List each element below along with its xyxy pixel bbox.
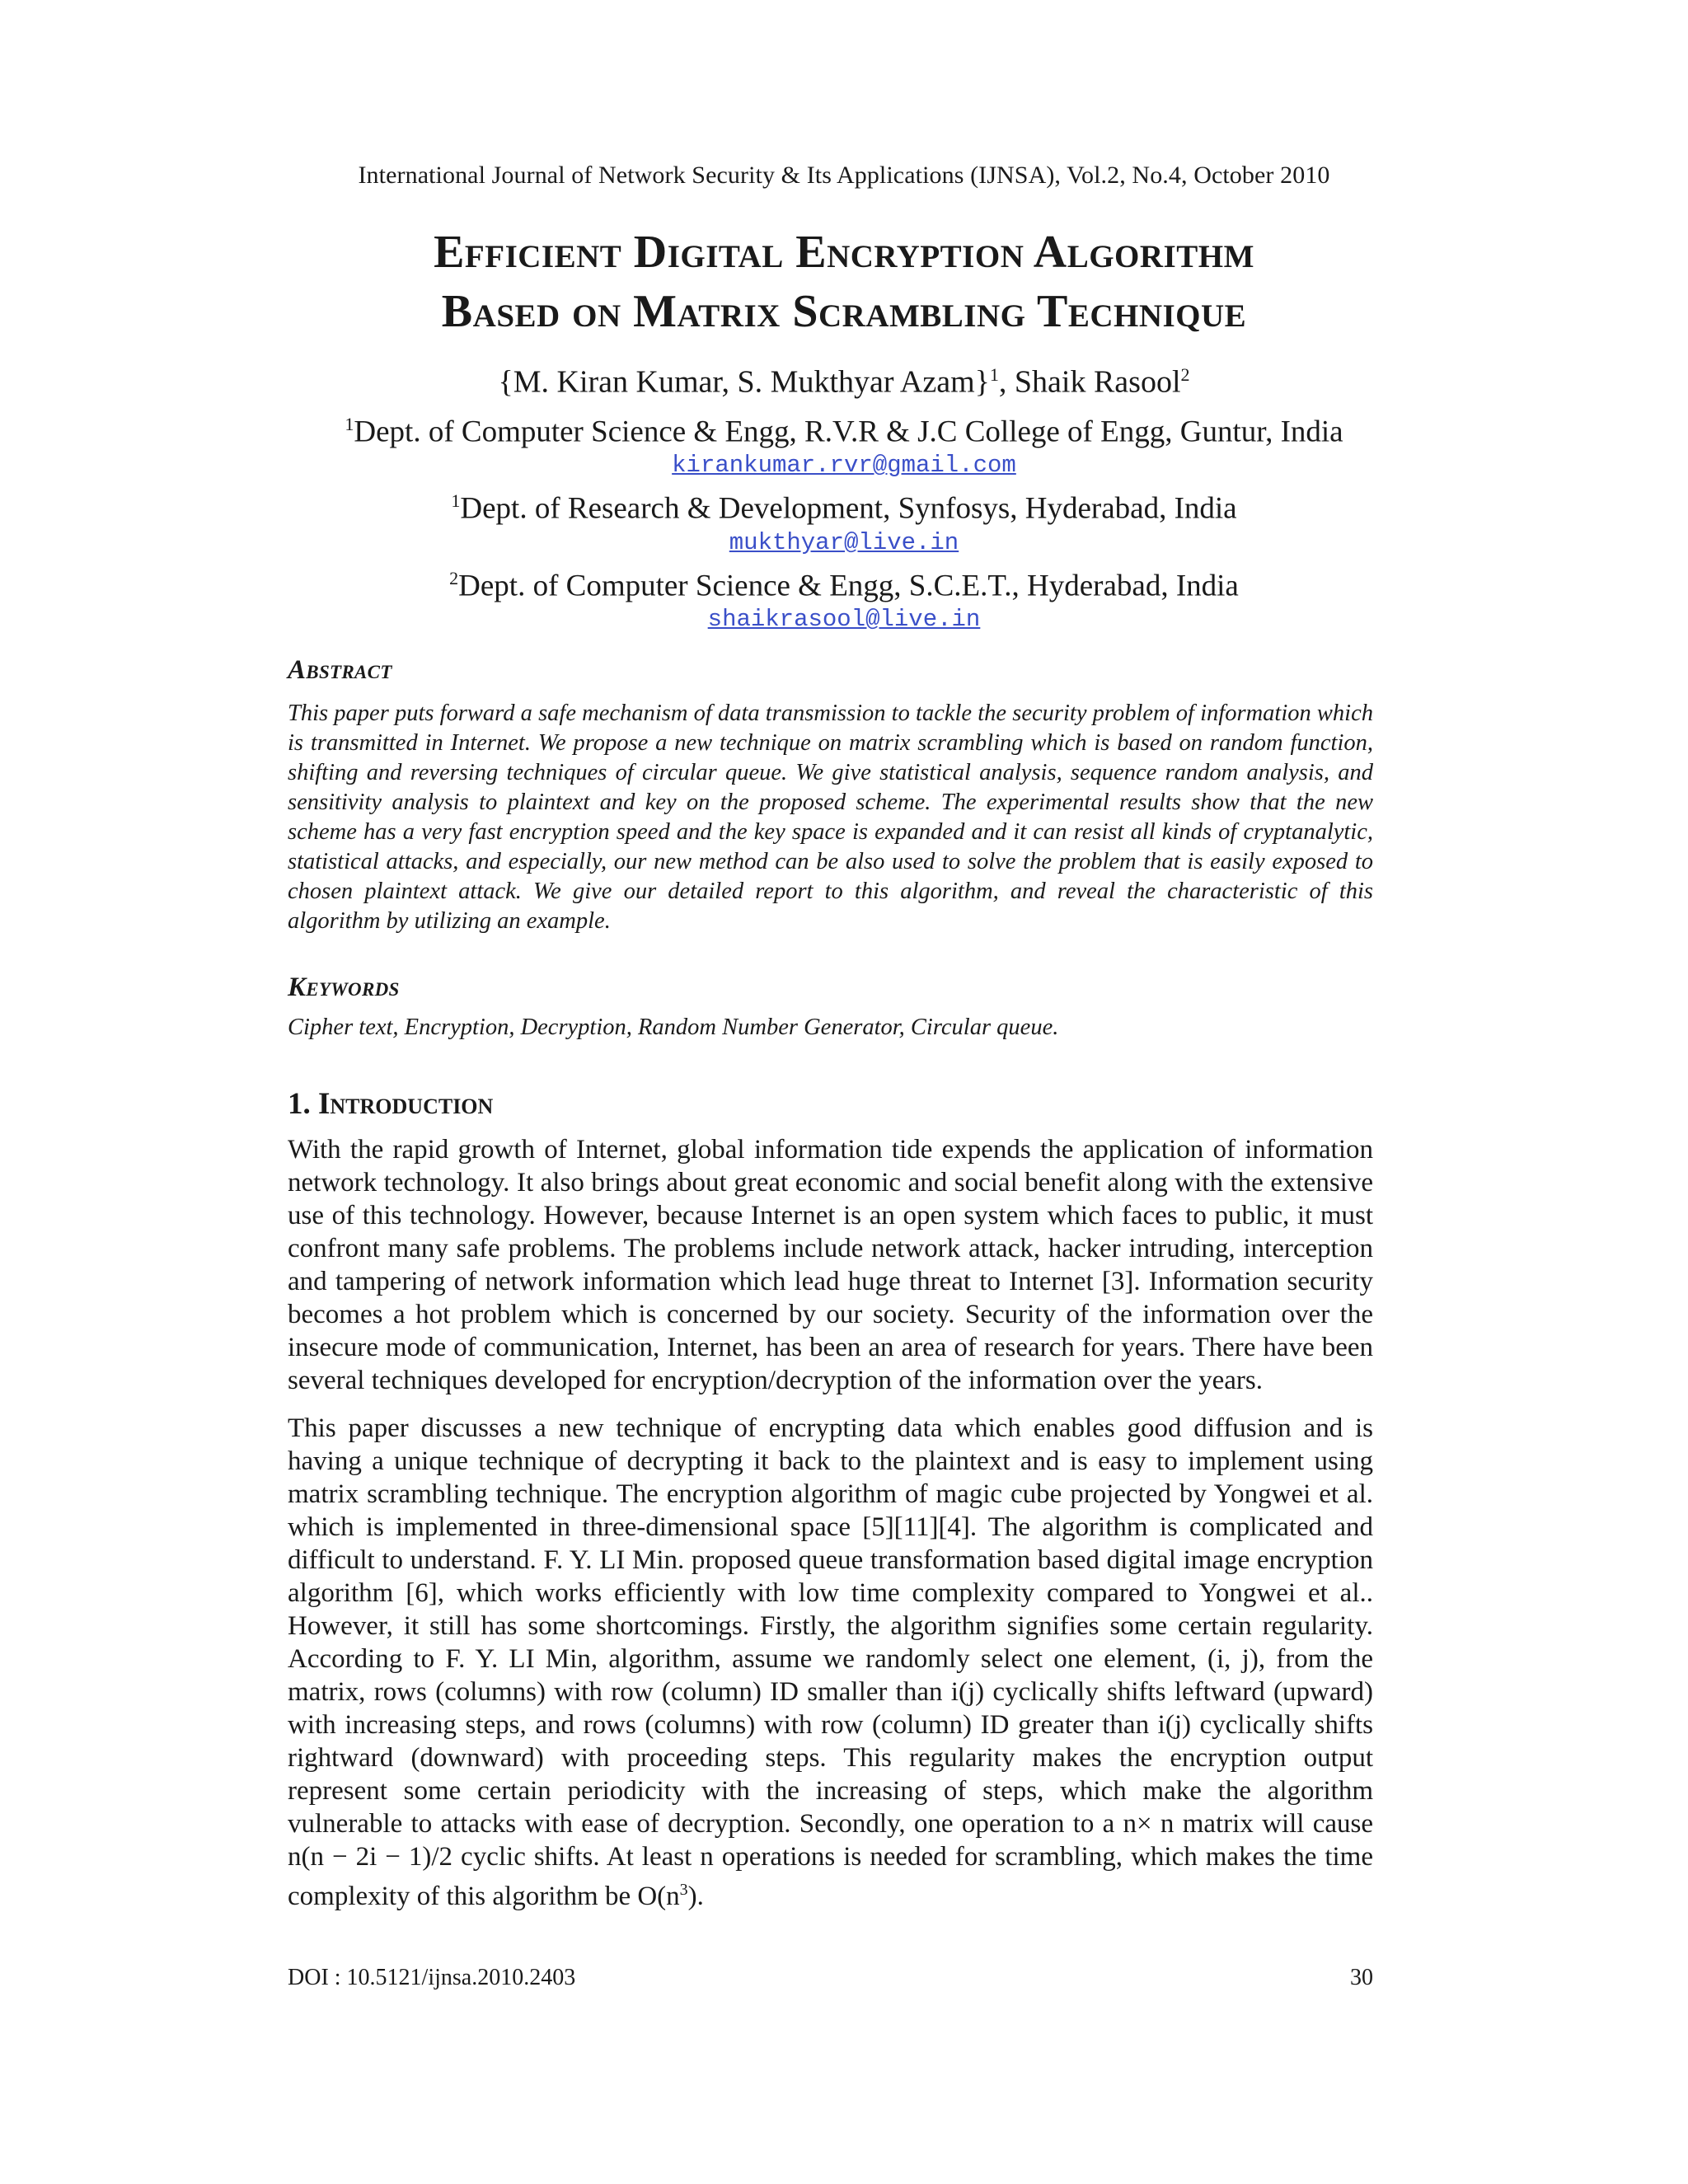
email-link-3[interactable]: shaikrasool@live.in <box>707 605 981 633</box>
keywords-heading: Keywords <box>288 972 400 1002</box>
author-list <box>0 354 1688 403</box>
affiliation-2 <box>0 483 1688 527</box>
introduction-section <box>288 1086 1373 1928</box>
author-2: Shaik Rasool <box>1014 364 1181 400</box>
page-footer <box>288 1965 1373 1991</box>
email-link-2[interactable]: mukthyar@live.in <box>729 528 959 556</box>
intro-paragraph-2-text: This paper discusses a new technique of encrypting data which enables good diffusion and is having a unique technique of decrypting it back to the plaintext and is easy to implement using matrix scrambling technique. The encryption algorithm of magic cube projected by Yongwei et al. which is implemented in three-dimensional space [5][11][4]. The algorithm is complicated and difficult to understand. F. Y. LI Min. proposed queue transformation based digital image encryption algorithm [6], which works efficiently with low time complexity compared to Yongwei et al.. However, it still has some shortcomings. Firstly, the algorithm signifies some certain regularity. According to F. Y. LI Min, algorithm, assume we randomly select one element, (i, j), from the matrix, rows (columns) with row (column) ID smaller than i(j) cyclically shifts leftward (upward) with increasing steps, and rows (columns) with row (column) ID greater than i(j) cyclically shifts rightward (downward) with proceeding steps. This regularity makes the encryption output represent some certain periodicity with the increasing of steps, which make the algorithm vulnerable to attacks with ease of decryption. Secondly, one operation to a n× n matrix will cause n(n − 2i − 1)/2 cyclic shifts. At least n operations is needed for scrambling, which makes the time complexity of this algorithm be O(n <box>288 1413 1373 1911</box>
abstract-text: This paper puts forward a safe mechanism of data transmission to tackle the security problem of information which is transmitted in Internet. We propose a new technique on matrix scrambling which is based on random function, shifting and reversing techniques of circular queue. We give statistical analysis, sequence random analysis, and sensitivity analysis to plaintext and key on the proposed scheme. The experimental results show that the new scheme has a very fast encryption speed and the key space is expanded and it can resist all kinds of cryptanalytic, statistical attacks, and especially, our new method can be also used to solve the problem that is easily exposed to chosen plaintext attack. We give our detailed report to this algorithm, and reveal the characteristic of this algorithm by utilizing an example. <box>288 701 1373 934</box>
author-group-1: {M. Kiran Kumar, S. Mukthyar Azam} <box>498 364 990 400</box>
affiliation-1-text: Dept. of Computer Science & Engg, R.V.R & J.C College of Engg, Guntur, India <box>354 415 1343 449</box>
title-line-2: Based on Matrix Scrambling Technique <box>441 286 1247 337</box>
doi-text: DOI : 10.5121/ijnsa.2010.2403 <box>288 1965 576 1990</box>
intro-paragraph-2-sup: 3 <box>679 1881 688 1899</box>
paper-title <box>0 223 1688 341</box>
affiliation-1-sup: 1 <box>345 414 354 434</box>
intro-paragraph-2-end: ). <box>687 1882 704 1911</box>
affiliation-3 <box>0 560 1688 604</box>
author-group-1-sup: 1 <box>989 364 999 385</box>
author-separator: , <box>998 364 1015 400</box>
email-link-1[interactable]: kirankumar.rvr@gmail.com <box>672 452 1016 480</box>
affiliations <box>0 406 1688 637</box>
author-2-sup: 2 <box>1180 364 1190 385</box>
affiliation-2-text: Dept. of Research & Development, Synfosys, Hyderabad, India <box>460 491 1237 526</box>
affiliation-3-text: Dept. of Computer Science & Engg, S.C.E.T., Hyderabad, India <box>458 568 1239 602</box>
introduction-heading: 1. Introduction <box>288 1087 494 1121</box>
affiliation-3-sup: 2 <box>449 567 459 588</box>
introduction-body <box>288 1133 1373 1913</box>
intro-paragraph-1: With the rapid growth of Internet, global information tide expends the application of information network technology. It also brings about great economic and social benefit along with the extensive use of this technology. However, because Internet is an open system which faces to public, it must confront many safe problems. The problems include network attack, hacker intruding, interception and tampering of network information which lead huge threat to Internet [3]. Information security becomes a hot problem which is concerned by our society. Security of the information over the insecure mode of communication, Internet, has been an area of research for years. There have been several techniques developed for encryption/decryption of the information over the years. <box>288 1135 1373 1395</box>
intro-paragraph-2 <box>288 1412 1373 1913</box>
affiliation-2-sup: 1 <box>451 490 461 512</box>
keywords-section <box>288 972 1373 1043</box>
abstract-section <box>288 655 1373 936</box>
keywords-text: Cipher text, Encryption, Decryption, Random Number Generator, Circular queue. <box>288 1015 1059 1040</box>
title-line-1: Efficient Digital Encryption Algorithm <box>434 227 1254 278</box>
page-number: 30 <box>1350 1965 1373 1990</box>
affiliation-1 <box>0 406 1688 450</box>
abstract-heading: Abstract <box>288 655 392 685</box>
running-head: International Journal of Network Security & Its Applications (IJNSA), Vol.2, No.4, October 2010 <box>358 162 1330 189</box>
